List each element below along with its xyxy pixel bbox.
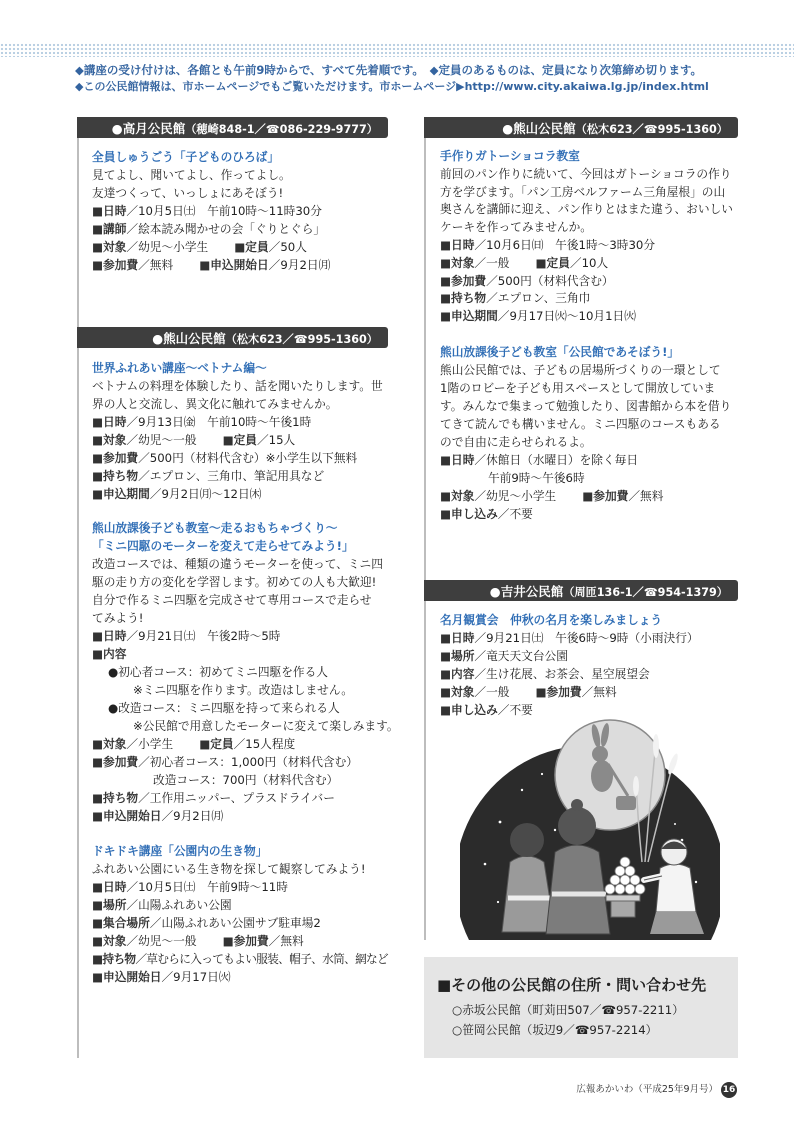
detail-value: ／9月2日㈪～12日㈭ xyxy=(149,487,262,501)
detail-value: ／500円（材料代含む）※小学生以下無料 xyxy=(138,451,358,465)
detail-value: ／10月6日㈰ 午後1時～3時30分 xyxy=(474,237,656,252)
star xyxy=(499,821,502,824)
detail-value: ／幼児～一般 xyxy=(126,433,197,447)
event-text: てみよう! xyxy=(92,611,144,625)
detail-label: ■対象 xyxy=(92,934,127,948)
event-title: 熊山放課後子ども教室～走るおもちゃづくり～ xyxy=(92,521,338,535)
event-kodomo-hiroba xyxy=(92,148,330,274)
detail-value: ／10月5日㈯ 午前9時～11時 xyxy=(126,880,288,894)
detail-label: ■申込開始日 xyxy=(199,258,269,272)
detail-label: ■日時 xyxy=(92,204,127,218)
kumayama-header-left xyxy=(77,327,388,348)
detail-value: ／工作用ニッパー、プラスドライバー xyxy=(138,791,335,805)
detail-value: ／9月17日㈫ xyxy=(161,970,231,984)
event-subtitle: 「ミニ四駆のモーターを変えて走らせてみよう!」 xyxy=(92,539,354,553)
moon-viewing-illustration xyxy=(460,712,720,944)
detail-date xyxy=(440,451,731,469)
detail-value: ／初心者コース：1,000円（材料代含む） xyxy=(138,755,358,769)
detail-label: ■内容 xyxy=(440,667,475,681)
detail-apply-start xyxy=(92,807,399,825)
detail-value: ／9月17日㈫～10月1日㈫ xyxy=(497,309,636,324)
takatsuki-header xyxy=(77,117,388,138)
detail-fee xyxy=(440,273,733,291)
event-ikimono xyxy=(92,842,388,986)
detail-value: ／無料 xyxy=(628,489,664,503)
course-note: ※ミニ四駆を作ります。改造はしません。 xyxy=(133,683,353,697)
event-mini4wd xyxy=(92,519,399,825)
dango xyxy=(615,866,625,876)
hall-address: （松木623／☎995-1360） xyxy=(225,333,378,346)
detail-date xyxy=(440,237,733,255)
star xyxy=(497,901,499,903)
detail-label: ■参加費 xyxy=(222,934,269,948)
dango xyxy=(605,884,615,894)
detail-value: ／不要 xyxy=(497,507,533,521)
detail-label: ■対象 xyxy=(440,685,475,699)
boy-shirt xyxy=(656,864,696,912)
child-head xyxy=(510,823,544,857)
detail-label: ■申込開始日 xyxy=(92,809,162,823)
detail-value: ／9月13日㈮ 午前10時～午後1時 xyxy=(126,415,312,429)
hall-address: （松木623／☎995-1360） xyxy=(575,123,728,136)
detail-target-capacity xyxy=(92,735,399,753)
detail-label: ■日時 xyxy=(92,415,127,429)
detail-value: ／山陽ふれあい公園 xyxy=(126,898,232,912)
detail-label: ■日時 xyxy=(440,631,475,645)
event-text: 熊山公民館では、子どもの居場所づくりの一環として xyxy=(440,363,721,377)
detail-date xyxy=(92,202,330,220)
detail-place xyxy=(92,896,388,914)
detail-label: ■場所 xyxy=(92,898,127,912)
detail-fee xyxy=(92,449,383,467)
detail-fee xyxy=(92,753,399,771)
dango xyxy=(630,875,640,885)
event-text: ふれあい公園にいる生き物を探して観察してみよう! xyxy=(92,862,366,876)
event-title: 全員しゅうごう「子どものひろば」 xyxy=(92,150,280,164)
course-note: ※公民館で用意したモーターに変えて楽しみます。 xyxy=(133,719,399,733)
detail-value: ／エプロン、三角巾、筆記用具など xyxy=(138,469,325,483)
dango xyxy=(615,884,625,894)
detail-fee-apply xyxy=(92,256,330,274)
detail-belongings xyxy=(92,950,388,968)
pampas-plume xyxy=(666,753,679,776)
detail-label: ■日時 xyxy=(440,453,475,467)
event-text: 改造コースでは、種類の違うモーターを使って、ミニ四 xyxy=(92,557,383,571)
detail-label: ■申込期間 xyxy=(92,487,150,501)
detail-value: ／エプロン、三角巾 xyxy=(486,291,591,306)
detail-belongings xyxy=(92,789,399,807)
detail-label: ■持ち物 xyxy=(92,469,139,483)
dango xyxy=(620,875,630,885)
page-number: 16 xyxy=(721,1082,737,1098)
left-column-rule xyxy=(77,117,79,1058)
detail-value: ／無料 xyxy=(581,685,617,699)
detail-label: ■対象 xyxy=(92,737,127,751)
detail-label: ■参加費 xyxy=(92,451,139,465)
event-text: ので自由に走らせられるよ。 xyxy=(440,435,592,449)
event-chocolat xyxy=(440,148,733,326)
detail-label: ■集合場所 xyxy=(92,916,150,930)
offering-stand-base xyxy=(611,901,635,917)
detail-label: ■対象 xyxy=(440,255,475,270)
event-text: 奥さんを講師に迎え、パン作りとはまた違う、おいしい xyxy=(440,202,733,217)
rabbit-head xyxy=(592,746,608,762)
event-text: 前回のパン作りに続いて、今回はガトーショコラの作り xyxy=(440,166,732,181)
dango xyxy=(620,857,630,867)
detail-content-label: ■内容 xyxy=(92,647,127,661)
detail-value: ／500円（材料代含む） xyxy=(486,273,614,288)
star xyxy=(484,863,487,866)
pampas-plume xyxy=(653,734,659,758)
detail-apply-start xyxy=(92,968,388,986)
detail-target-fee xyxy=(92,932,388,950)
detail-value: ／10月5日㈯ 午前10時～11時30分 xyxy=(126,204,322,218)
detail-label: ■日時 xyxy=(92,629,127,643)
detail-label: ■申し込み xyxy=(440,703,498,717)
hall-address: （周匝136-1／☎954-1379） xyxy=(563,586,728,599)
star xyxy=(554,829,556,831)
star xyxy=(521,789,523,791)
child-head xyxy=(558,807,596,845)
detail-value: ／15人 xyxy=(256,433,296,447)
detail-fee-extra: 改造コース：700円（材料代含む） xyxy=(153,773,339,787)
event-text: 1階のロビーを子ども用スペースとして開放していま xyxy=(440,381,716,395)
hall-address: （穂崎848-1／☎086-229-9777） xyxy=(185,123,378,136)
detail-label: ■持ち物 xyxy=(92,952,136,966)
detail-label: ■定員 xyxy=(535,255,570,270)
detail-label: ■参加費 xyxy=(92,755,139,769)
event-title: 名月観賞会 仲秋の名月を楽しみましょう xyxy=(440,613,663,627)
detail-target-capacity xyxy=(92,238,330,256)
other-halls-title: ■その他の公民館の住所・問い合わせ先 xyxy=(437,976,707,994)
detail-date xyxy=(440,629,699,647)
event-title: 手作りガトーショコラ教室 xyxy=(440,149,580,163)
detail-date xyxy=(92,878,388,896)
star xyxy=(674,823,676,825)
hair-bun xyxy=(571,799,583,811)
event-asobou xyxy=(440,343,731,523)
detail-value: ／無料 xyxy=(268,934,304,948)
publication-name: 広報あかいわ（平成25年9月号） xyxy=(576,1084,718,1095)
pampas-plume xyxy=(633,776,639,796)
event-text: ベトナムの料理を体験したり、話を聞いたりします。世 xyxy=(92,379,383,393)
detail-value: ／不要 xyxy=(497,703,533,717)
event-title: 世界ふれあい講座～ベトナム編～ xyxy=(92,361,267,375)
event-text: 駆の走り方の変化を学習します。初めての人も大歓迎! xyxy=(92,575,377,589)
detail-apply-period xyxy=(440,308,733,326)
other-hall-item: ○赤坂公民館（町苅田507／☎957-2211） xyxy=(452,1003,684,1017)
detail-target-fee xyxy=(440,487,731,505)
detail-label: ■対象 xyxy=(92,240,127,254)
event-text: てきて読んでも構いません。ミニ四駆のコースもある xyxy=(440,417,721,431)
detail-target-capacity xyxy=(440,255,733,273)
event-text: す。みんなで集まって勉強したり、図書館から本を借り xyxy=(440,399,732,413)
notice-line-1: ◆講座の受け付けは、各館とも午前9時からで、すべて先着順です。 ◆定員のあるものは、定員になり次第締め切ります。 xyxy=(75,63,703,77)
detail-value: ／幼児～小学生 xyxy=(474,489,557,503)
event-text: 自分で作るミニ四駆を完成させて専用コースで走らせ xyxy=(92,593,372,607)
dango xyxy=(610,875,620,885)
detail-place xyxy=(440,647,699,665)
detail-value: ／竜天天文台公園 xyxy=(474,649,568,663)
detail-date xyxy=(92,413,383,431)
hall-name: ●熊山公民館 xyxy=(502,121,576,136)
kumayama-header-right xyxy=(424,117,738,138)
detail-label: ■持ち物 xyxy=(440,291,487,306)
detail-label: ■申込期間 xyxy=(440,309,498,324)
event-text: 友達つくって、いっしょにあそぼう! xyxy=(92,186,284,200)
detail-application xyxy=(440,505,731,523)
detail-target-fee xyxy=(440,683,699,701)
dango xyxy=(625,866,635,876)
detail-value: ／休館日（水曜日）を除く毎日 xyxy=(474,453,639,467)
detail-value: ／9月2日㈪ xyxy=(161,809,224,823)
detail-meeting-place xyxy=(92,914,388,932)
detail-label: ■申し込み xyxy=(440,507,498,521)
detail-value: ／50人 xyxy=(268,240,307,254)
detail-date xyxy=(92,627,399,645)
detail-lecturer xyxy=(92,220,330,238)
detail-target-capacity xyxy=(92,431,383,449)
offering-stand-top xyxy=(606,895,640,901)
hall-name: ●熊山公民館 xyxy=(152,331,226,346)
detail-value: ／幼児～小学生 xyxy=(126,240,209,254)
detail-label: ■定員 xyxy=(222,433,257,447)
detail-value: ／山陽ふれあい公園サブ駐車場2 xyxy=(149,916,321,930)
detail-label: ■対象 xyxy=(92,433,127,447)
detail-value: ／草むらに入ってもよい服装、帽子、水筒、網など xyxy=(135,952,389,966)
yoshii-header xyxy=(424,580,738,601)
event-text: 方を学びます。「パン工房ベルファーム三角屋根」の山 xyxy=(440,184,726,199)
detail-value: ／9月21日㈯ 午後2時～5時 xyxy=(126,629,281,643)
other-hall-item: ○笹岡公民館（坂辺9／☎957-2214） xyxy=(452,1023,658,1037)
detail-value: ／15人程度 xyxy=(233,737,296,751)
event-text: ケーキを作ってみませんか。 xyxy=(440,220,592,235)
detail-apply-period xyxy=(92,485,383,503)
detail-value: ／9月2日㈪ xyxy=(268,258,331,272)
detail-label: ■持ち物 xyxy=(92,791,139,805)
hall-name: ●高月公民館 xyxy=(111,121,186,136)
other-halls-box xyxy=(424,957,738,1058)
event-text: 界の人と交流し、異文化に触れてみませんか。 xyxy=(92,397,338,411)
detail-label: ■定員 xyxy=(199,737,234,751)
event-vietnam xyxy=(92,359,383,503)
star xyxy=(541,773,543,775)
detail-label: ■場所 xyxy=(440,649,475,663)
detail-belongings xyxy=(440,290,733,308)
detail-value: ／絵本読み聞かせの会「ぐりとぐら」 xyxy=(126,222,326,236)
detail-value: ／一般 xyxy=(474,685,510,699)
boy-shorts xyxy=(650,912,704,934)
detail-label: ■対象 xyxy=(440,489,475,503)
course-name: ●改造コース：ミニ四駆を持って来られる人 xyxy=(108,701,340,715)
hall-name: ●吉井公民館 xyxy=(489,584,564,599)
detail-belongings xyxy=(92,467,383,485)
event-text: 見てよし、聞いてよし、作ってよし。 xyxy=(92,168,291,182)
detail-value: ／10人 xyxy=(569,255,609,270)
detail-label: ■講師 xyxy=(92,222,127,236)
detail-label: ■定員 xyxy=(234,240,269,254)
dango xyxy=(635,884,645,894)
event-title: 熊山放課後子ども教室「公民館であそぼう!」 xyxy=(440,345,680,359)
dango xyxy=(625,884,635,894)
detail-value: ／一般 xyxy=(474,255,510,270)
detail-label: ■参加費 xyxy=(582,489,629,503)
star xyxy=(695,881,697,883)
right-column-rule xyxy=(424,117,426,940)
notice-line-2: ◆この公民館情報は、市ホームページでもご覧いただけます。市ホームページ▶http://www.city.akaiwa.lg.jp/index.html xyxy=(75,80,709,93)
detail-date-extra: 午前9時～午後6時 xyxy=(488,471,585,485)
detail-label: ■参加費 xyxy=(535,685,582,699)
detail-label: ■日時 xyxy=(92,880,127,894)
mochi-mortar xyxy=(616,796,636,810)
course-name: ●初心者コース：初めてミニ四駆を作る人 xyxy=(108,665,328,679)
detail-value: ／小学生 xyxy=(126,737,174,751)
detail-value: ／生け花展、お茶会、星空展望会 xyxy=(474,667,650,681)
dotted-top-band xyxy=(0,43,794,57)
detail-content xyxy=(440,665,699,683)
detail-label: ■日時 xyxy=(440,237,475,252)
event-meigetsu xyxy=(440,611,699,719)
event-title: ドキドキ講座「公園内の生き物」 xyxy=(92,844,268,858)
detail-value: ／無料 xyxy=(138,258,174,272)
detail-value: ／幼児～一般 xyxy=(126,934,197,948)
detail-value: ／9月21日㈯ 午後6時～9時（小雨決行） xyxy=(474,631,699,645)
detail-label: ■参加費 xyxy=(92,258,139,272)
detail-label: ■申込開始日 xyxy=(92,970,162,984)
detail-label: ■参加費 xyxy=(440,273,487,288)
